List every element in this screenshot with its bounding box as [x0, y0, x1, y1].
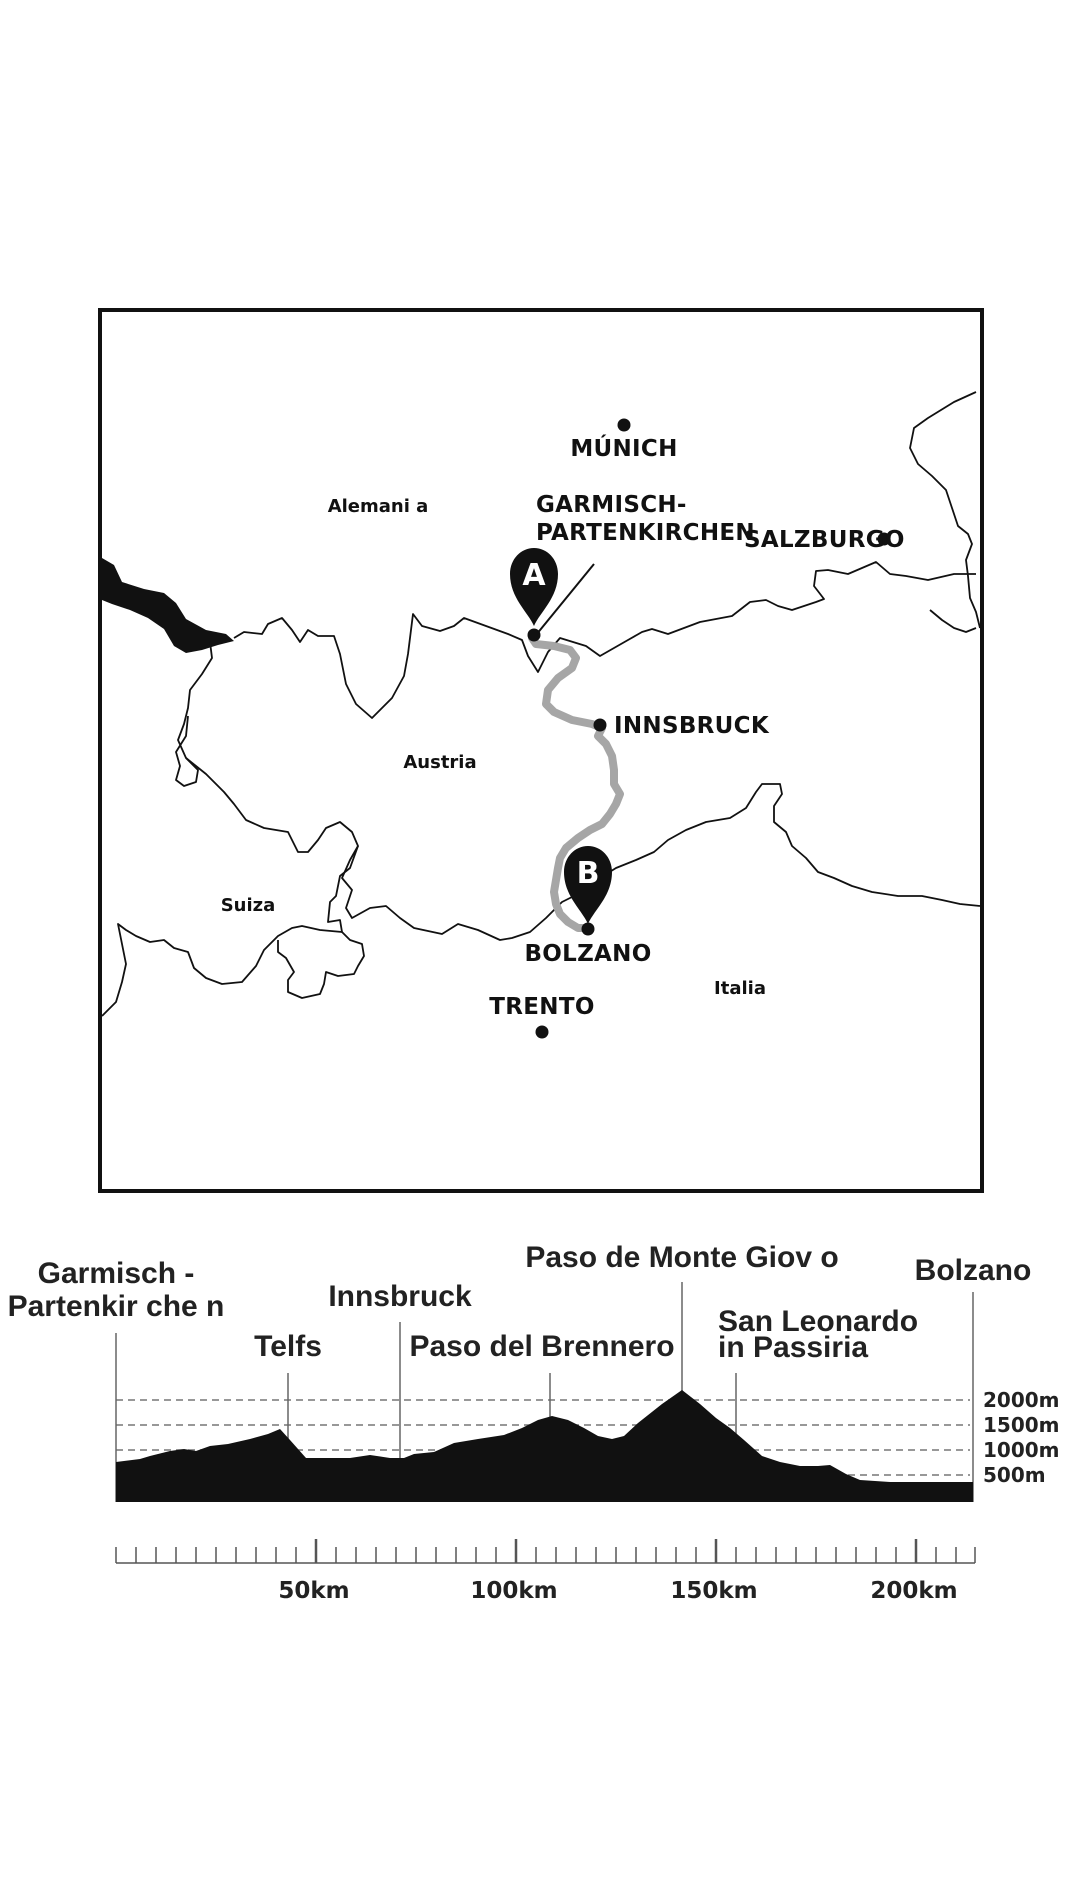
salzburg-label: SALZBURGO [744, 527, 905, 553]
start-marker-letter: A [522, 558, 546, 593]
border-salzburg [910, 392, 980, 628]
profile-label-bolzano: Bolzano [914, 1254, 1032, 1287]
distance-label-200km: 200km [870, 1578, 958, 1604]
border-germany-austria [234, 562, 976, 718]
distance-ruler [116, 1539, 975, 1563]
profile-label-garmisch-line1: Garmisch - [37, 1257, 195, 1290]
profile-label-garmisch-line2: Partenkir che n [7, 1290, 225, 1323]
profile-label-innsbruck: Innsbruck [328, 1280, 472, 1313]
ruler-ticks [116, 1539, 975, 1563]
garmisch-label-line1: GARMISCH- [536, 492, 687, 518]
trento-dot [536, 1026, 549, 1039]
elevation-profile [0, 1230, 1067, 1604]
trento-label: TRENTO [489, 994, 595, 1020]
border-swiss-italy-east [278, 932, 364, 998]
end-marker-point [582, 923, 595, 936]
munich-dot [618, 419, 631, 432]
bolzano-label: BOLZANO [524, 941, 652, 967]
border-salzburg-inner [930, 610, 976, 632]
border-swiss-italy [102, 846, 358, 1016]
altitude-label-2000m: 2000m [983, 1388, 1060, 1412]
italy-label: Italia [714, 978, 766, 999]
innsbruck-label: INNSBRUCK [614, 713, 769, 739]
start-marker-point [528, 629, 541, 642]
switzerland-label: Suiza [220, 895, 276, 916]
garmisch-label-line2: PARTENKIRCHEN [536, 520, 755, 546]
end-marker-letter: B [576, 856, 600, 891]
lake-constance [102, 558, 234, 653]
profile-label-giovo: Paso de Monte Giov o [525, 1241, 839, 1274]
route-map [98, 308, 984, 1193]
map-canvas [102, 312, 980, 1189]
germany-label: Alemani a [327, 496, 429, 517]
austria-label: Austria [403, 752, 477, 773]
innsbruck-dot [594, 719, 607, 732]
altitude-label-500m: 500m [983, 1463, 1046, 1487]
distance-label-150km: 150km [670, 1578, 758, 1604]
munich-label: MÚNICH [570, 436, 678, 462]
distance-label-50km: 50km [278, 1578, 350, 1604]
profile-label-san-leonardo-line2: in Passiria [718, 1331, 869, 1364]
altitude-label-1000m: 1000m [983, 1438, 1060, 1462]
profile-label-telfs: Telfs [254, 1330, 322, 1363]
start-marker [510, 548, 558, 642]
elevation-area [116, 1390, 973, 1502]
profile-label-san-leonardo-line1: San Leonardo [718, 1305, 919, 1338]
altitude-label-1500m: 1500m [983, 1413, 1060, 1437]
profile-label-brenner: Paso del Brennero [409, 1330, 675, 1363]
distance-label-100km: 100km [470, 1578, 558, 1604]
